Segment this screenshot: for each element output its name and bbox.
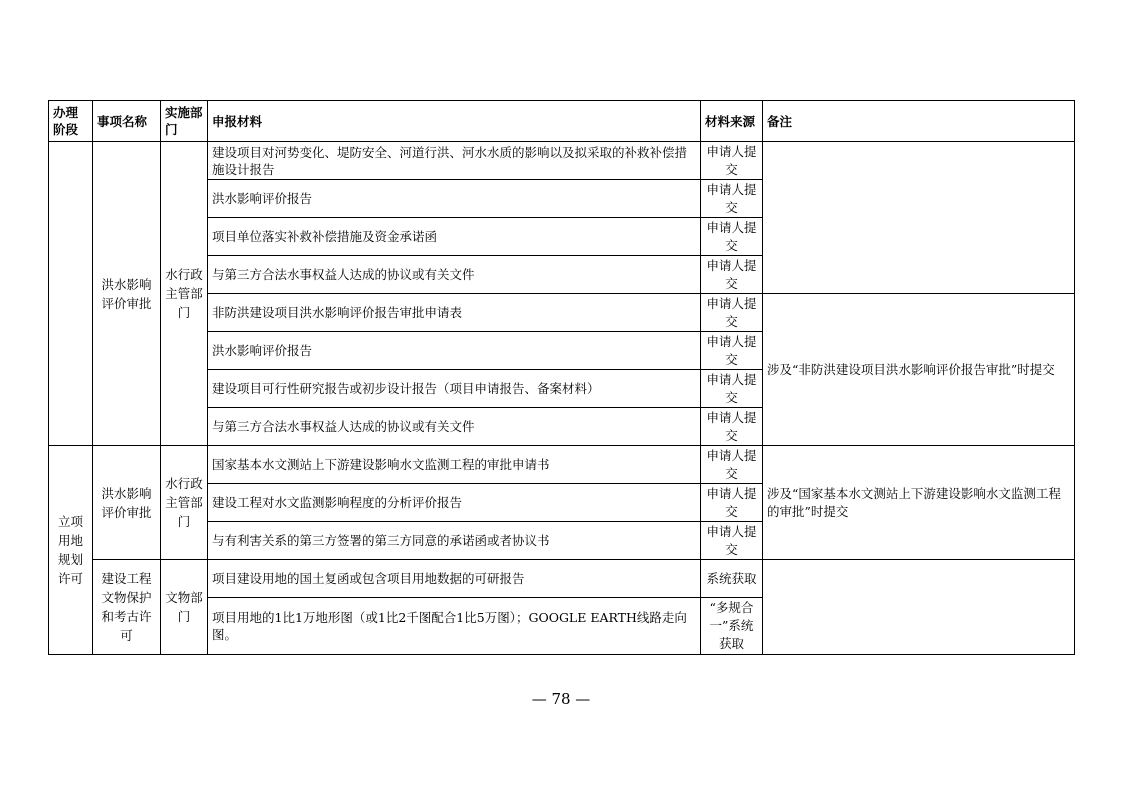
material-cell: 建设项目可行性研究报告或初步设计报告（项目申请报告、备案材料） — [208, 370, 701, 408]
material-cell: 与第三方合法水事权益人达成的协议或有关文件 — [208, 256, 701, 294]
table-header-row — [49, 101, 1075, 142]
item-cell: 建设工程文物保护和考古许可 — [93, 560, 161, 655]
item-cell: 洪水影响评价审批 — [93, 446, 161, 560]
note-cell: 涉及“非防洪建设项目洪水影响评价报告审批”时提交 — [763, 294, 1075, 446]
material-cell: 洪水影响评价报告 — [208, 332, 701, 370]
header-stage: 办理阶段 — [49, 101, 93, 142]
header-source: 材料来源 — [701, 101, 763, 142]
header-materials: 申报材料 — [208, 101, 701, 142]
stage-cell: 立项用地规划许可 — [49, 446, 93, 655]
note-cell-empty — [763, 142, 1075, 294]
source-cell: 申请人提交 — [701, 256, 763, 294]
material-cell: 国家基本水文测站上下游建设影响水文监测工程的审批申请书 — [208, 446, 701, 484]
source-cell: 申请人提交 — [701, 446, 763, 484]
source-cell: 系统获取 — [701, 560, 763, 598]
material-cell: 建设工程对水文监测影响程度的分析评价报告 — [208, 484, 701, 522]
source-cell: “多规合一”系统获取 — [701, 598, 763, 655]
source-cell: 申请人提交 — [701, 218, 763, 256]
note-cell: 涉及“国家基本水文测站上下游建设影响水文监测工程的审批”时提交 — [763, 446, 1075, 560]
material-cell: 项目建设用地的国土复函或包含项目用地数据的可研报告 — [208, 560, 701, 598]
source-cell: 申请人提交 — [701, 370, 763, 408]
header-note: 备注 — [763, 101, 1075, 142]
dept-cell: 水行政主管部门 — [161, 142, 208, 446]
source-cell: 申请人提交 — [701, 294, 763, 332]
material-cell: 与第三方合法水事权益人达成的协议或有关文件 — [208, 408, 701, 446]
material-cell: 项目用地的1比1万地形图（或1比2千图配合1比5万图）；GOOGLE EARTH线路走向图。 — [208, 598, 701, 655]
item-cell: 洪水影响评价审批 — [93, 142, 161, 446]
table-row — [49, 142, 1075, 180]
note-cell-empty — [763, 560, 1075, 655]
material-cell: 非防洪建设项目洪水影响评价报告审批申请表 — [208, 294, 701, 332]
dept-cell: 文物部门 — [161, 560, 208, 655]
table-row — [49, 560, 1075, 598]
page-number: — 78 — — [531, 690, 591, 708]
material-cell: 建设项目对河势变化、堤防安全、河道行洪、河水水质的影响以及拟采取的补救补偿措施设计报告 — [208, 142, 701, 180]
source-cell: 申请人提交 — [701, 484, 763, 522]
material-cell: 洪水影响评价报告 — [208, 180, 701, 218]
dept-cell: 水行政主管部门 — [161, 446, 208, 560]
table-row — [49, 446, 1075, 484]
approval-materials-table — [48, 100, 1075, 655]
header-item: 事项名称 — [93, 101, 161, 142]
source-cell: 申请人提交 — [701, 408, 763, 446]
material-cell: 项目单位落实补救补偿措施及资金承诺函 — [208, 218, 701, 256]
material-cell: 与有利害关系的第三方签署的第三方同意的承诺函或者协议书 — [208, 522, 701, 560]
stage-cell-empty — [49, 142, 93, 446]
header-dept: 实施部门 — [161, 101, 208, 142]
source-cell: 申请人提交 — [701, 522, 763, 560]
source-cell: 申请人提交 — [701, 142, 763, 180]
source-cell: 申请人提交 — [701, 180, 763, 218]
source-cell: 申请人提交 — [701, 332, 763, 370]
